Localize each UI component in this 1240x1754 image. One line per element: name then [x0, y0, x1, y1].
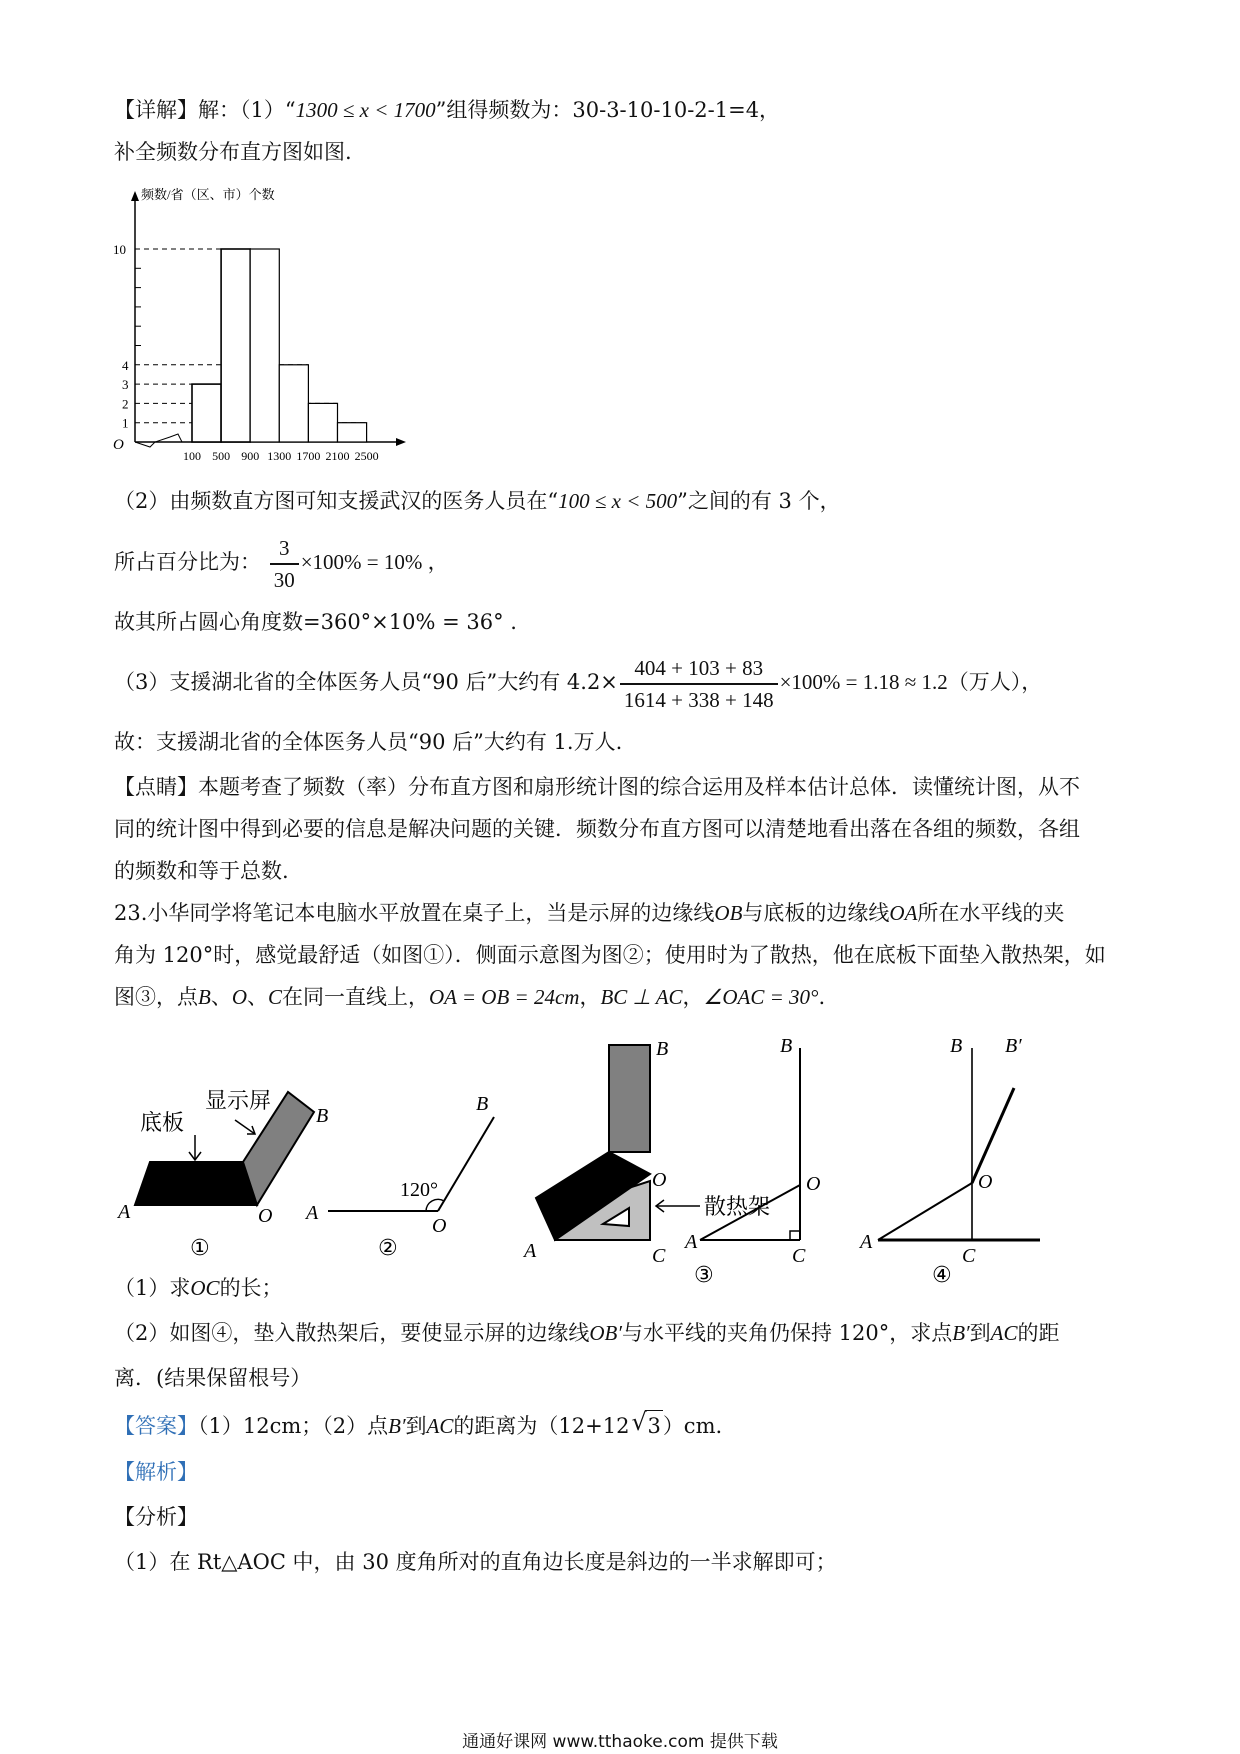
y-axis-label: 频数/省（区、市）个数 — [141, 187, 275, 202]
q-text: ， — [682, 985, 704, 1009]
segment-ob — [438, 1117, 494, 1211]
q-text: 、 — [247, 985, 268, 1009]
y-tick-label: 4 — [122, 357, 129, 373]
comment-line-3: 的频数和等于总数. — [114, 859, 289, 883]
figure-2 — [304, 1093, 494, 1261]
histogram-chart — [100, 185, 420, 465]
footer-watermark: 通通好课网 www.tthaoke.com 提供下载 — [462, 1732, 778, 1752]
histogram-bar — [279, 365, 308, 442]
answer-text: （1）12cm；（2）点 — [198, 1414, 389, 1438]
detail-line-2: 补全频数分布直方图如图. — [114, 140, 352, 164]
part3-line-2: 故：支援湖北省的全体医务人员“90 后”大约有 1.万人. — [114, 730, 623, 754]
screen-shape — [609, 1045, 650, 1152]
part2-line-3: 故其所占圆心角度数=360°×10% = 36° . — [114, 610, 517, 634]
question23-line-2: 角为 120°时，感觉最舒适（如图①）．侧面示意图为图②；使用时为了散热，他在底板下面垫入散热架，如 — [114, 943, 1106, 967]
histogram-svg — [100, 185, 420, 465]
angle-label: 120° — [400, 1179, 438, 1201]
x-tick-label: 900 — [241, 449, 260, 463]
histogram-bar — [338, 423, 367, 442]
base-plate-shape — [135, 1162, 257, 1205]
figure-1 — [116, 1089, 328, 1261]
x-tick-label: 1300 — [267, 449, 292, 463]
figure-4-caption: ④ — [932, 1263, 952, 1288]
y-tick-label: 1 — [122, 415, 129, 431]
inequality-math: 100 ≤ x < 500 — [558, 489, 678, 513]
histogram-bar — [221, 249, 250, 442]
x-tick-label: 1700 — [296, 449, 321, 463]
subq-2 — [114, 1318, 1059, 1348]
q-text: 在同一直线上， — [282, 985, 430, 1009]
math-var: B′ — [952, 1321, 970, 1345]
point-o-label: O — [652, 1169, 667, 1191]
point-a-label: A — [685, 1231, 698, 1253]
math-var: OC — [190, 1276, 220, 1300]
q-text: 23.小华同学将笔记本电脑水平放置在桌子上，当是示屏的边缘线 — [114, 901, 715, 925]
point-b-label: B — [476, 1093, 489, 1115]
part3-text: （3）支援湖北省的全体医务人员“90 后”大约有 4.2× — [114, 670, 618, 694]
part2-text: ”之间的有 3 个， — [677, 489, 841, 513]
math-var: O — [231, 985, 247, 1009]
math-var: OB′ — [589, 1321, 622, 1345]
x-tick-label: 500 — [212, 449, 231, 463]
y-tick-label: 10 — [113, 242, 126, 257]
point-o-label: O — [978, 1171, 993, 1193]
q-text: 所在水平线的夹 — [917, 901, 1065, 925]
detail-line-1 — [114, 95, 780, 125]
comment-text: 本题考查了频数（率）分布直方图和扇形统计图的综合运用及样本估计总体．读懂统计图，从不 — [198, 775, 1080, 799]
part2-line-2 — [114, 532, 449, 596]
question23-line-3 — [114, 982, 825, 1012]
answer-line — [114, 1410, 722, 1441]
point-b-label: B — [656, 1038, 669, 1060]
x-axis-arrow-icon — [396, 438, 406, 446]
histogram-bar — [192, 384, 221, 442]
figure-2-caption: ② — [378, 1236, 398, 1261]
q-text: . — [818, 985, 826, 1009]
point-o-label: O — [258, 1205, 273, 1227]
answer-text: ）cm. — [662, 1414, 723, 1438]
fraction — [270, 533, 299, 595]
x-tick-label: 2100 — [325, 449, 350, 463]
origin-label: O — [113, 437, 124, 453]
comment-line-2: 同的统计图中得到必要的信息是解决问题的关键．频数分布直方图可以清楚地看出落在各组的频数，各组 — [114, 817, 1080, 841]
part2-text: 所占百分比为： — [114, 550, 261, 574]
figure-1-caption: ① — [190, 1236, 210, 1261]
math-expr: BC ⊥ AC — [600, 985, 683, 1009]
part3-text: ×100% = 1.18 ≈ 1.2（万人）， — [779, 670, 1043, 694]
analysis-label: 【解析】 — [114, 1460, 198, 1484]
axis-break-icon — [135, 434, 182, 447]
histogram-bar — [250, 249, 279, 442]
figure-4 — [858, 1035, 1040, 1288]
point-b-label: B — [780, 1035, 793, 1057]
x-tick-label: 100 — [183, 449, 201, 463]
point-c-label: C — [962, 1245, 976, 1267]
math-expr: OA = OB = 24cm — [429, 985, 580, 1009]
y-tick-label: 2 — [122, 396, 129, 412]
answer-text: 的距离为（12+12 — [453, 1414, 630, 1438]
numerator: 3 — [270, 533, 299, 565]
segment-ob-prime — [972, 1088, 1014, 1183]
point-c-label: C — [652, 1245, 666, 1267]
math-expr: ∠OAC = 30° — [703, 985, 819, 1009]
subq-2-line-2: 离．(结果保留根号） — [114, 1366, 312, 1390]
point-b-label: B — [950, 1035, 963, 1057]
math-var: AC — [426, 1414, 454, 1438]
q-text: 与水平线的夹角仍保持 120°，求点 — [621, 1321, 953, 1345]
analysis-sub-label: 【分析】 — [114, 1505, 198, 1529]
right-angle-mark — [790, 1231, 800, 1240]
q-text: ， — [579, 985, 601, 1009]
figure-3-caption: ③ — [694, 1263, 714, 1288]
numerator: 404 + 103 + 83 — [620, 653, 778, 685]
math-var: C — [268, 985, 283, 1009]
math-var: B′ — [388, 1414, 406, 1438]
math-var: OA — [889, 901, 918, 925]
q-text: 与底板的边缘线 — [742, 901, 890, 925]
y-tick-label: 3 — [122, 377, 129, 393]
detail-text: ”组得频数为：30-3-10-10-2-1=4， — [435, 98, 781, 122]
answer-label: 【答案】 — [114, 1414, 198, 1438]
q-text: 到 — [969, 1321, 991, 1345]
part3-line-1 — [114, 652, 1042, 716]
subq-1 — [114, 1273, 283, 1303]
part2-text: （2）由频数直方图可知支援武汉的医务人员在“ — [114, 489, 559, 513]
comment-line-1 — [114, 772, 1080, 802]
point-o-label: O — [432, 1215, 447, 1237]
point-a-label: A — [524, 1240, 537, 1262]
analysis-line-1: （1）在 Rt△AOC 中，由 30 度角所对的直角边长度是斜边的一半求解即可； — [114, 1550, 837, 1574]
q-text: 、 — [210, 985, 232, 1009]
q-text: 图③，点 — [114, 985, 198, 1009]
point-b-label: B — [316, 1105, 329, 1127]
part2-text: ×100% = 10% ， — [300, 550, 449, 574]
point-c-label: C — [792, 1245, 806, 1267]
comment-label: 【点睛】 — [114, 775, 198, 799]
figure-3 — [522, 1035, 820, 1288]
fraction — [620, 653, 778, 715]
base-plate-label: 底板 — [140, 1111, 185, 1136]
point-a-label: A — [860, 1231, 873, 1253]
part2-line-1 — [114, 486, 841, 516]
q-text: 的距 — [1017, 1321, 1060, 1345]
point-a-label: A — [118, 1201, 131, 1223]
inequality-math: 1300 ≤ x < 1700 — [295, 98, 436, 122]
question23-line-1 — [114, 898, 1064, 928]
point-o-label: O — [806, 1173, 821, 1195]
q-text: 的长； — [219, 1276, 283, 1300]
sqrt-expr: √ 3 — [645, 1410, 662, 1441]
cooling-rack-label: 散热架 — [704, 1195, 771, 1220]
math-var: B — [198, 985, 211, 1009]
point-b-prime-label: B′ — [1005, 1035, 1022, 1057]
q-text: （2）如图④，垫入散热架后，要使显示屏的边缘线 — [114, 1321, 590, 1345]
q-text: （1）求 — [114, 1276, 191, 1300]
screen-label: 显示屏 — [205, 1089, 272, 1114]
y-axis-arrow-icon — [131, 191, 139, 201]
denominator: 30 — [273, 567, 295, 592]
detail-text: 【详解】解：（1）“ — [114, 98, 296, 122]
math-var: OB — [714, 901, 743, 925]
denominator: 1614 + 338 + 148 — [623, 687, 774, 712]
answer-text: 到 — [405, 1414, 427, 1438]
segment-ao — [878, 1183, 972, 1240]
point-a-label: A — [306, 1202, 319, 1224]
histogram-bar — [308, 403, 337, 442]
math-var: AC — [990, 1321, 1018, 1345]
x-tick-label: 2500 — [354, 449, 379, 463]
